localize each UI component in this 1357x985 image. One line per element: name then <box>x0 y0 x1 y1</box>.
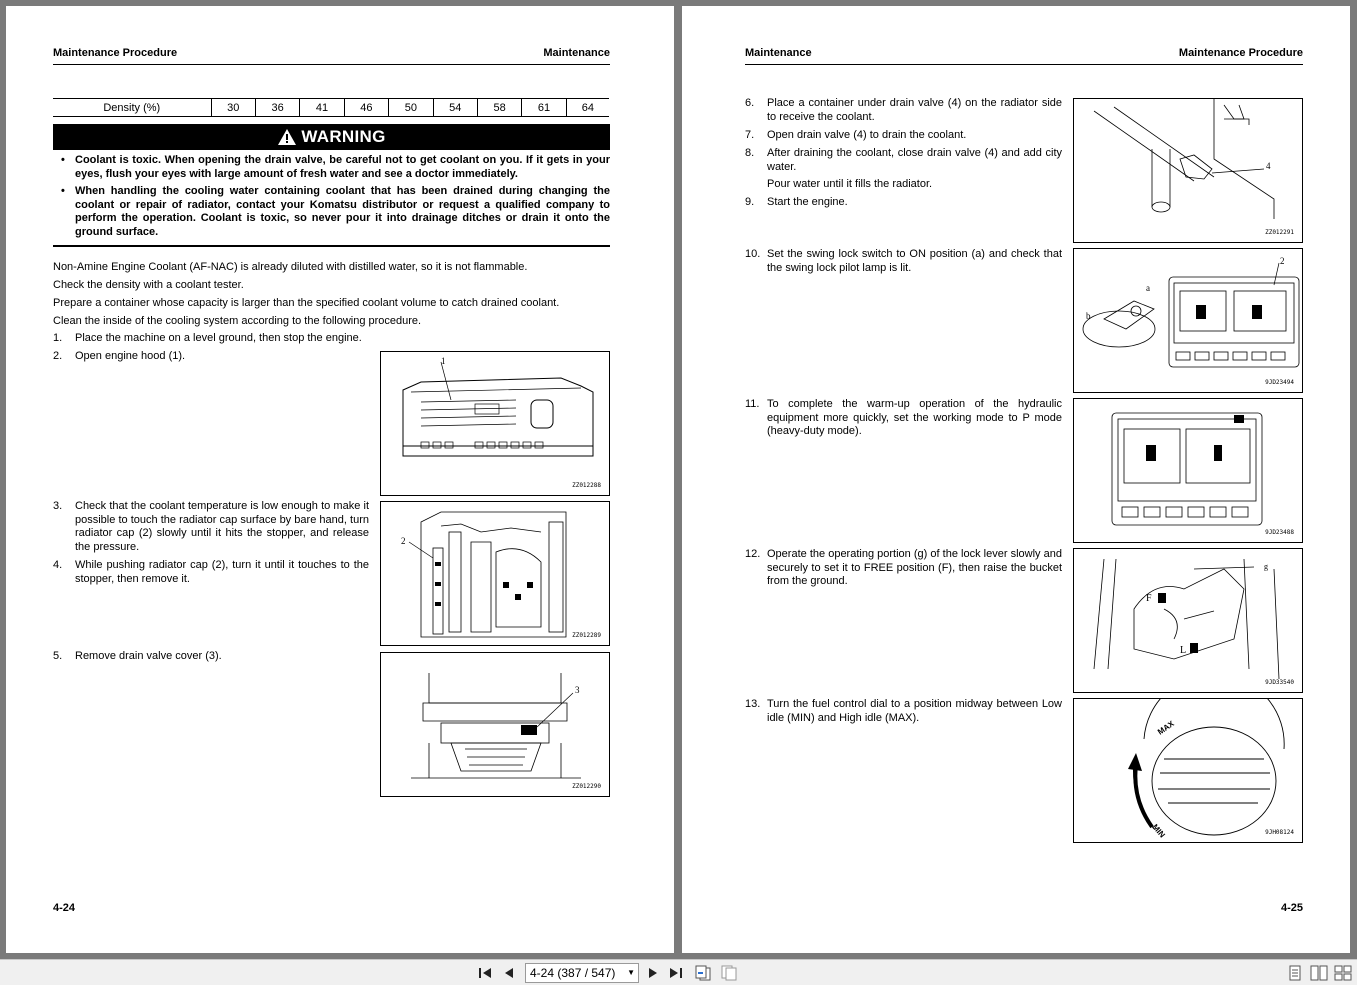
step-item <box>745 97 1062 124</box>
density-value: 41 <box>300 99 344 117</box>
step-number: 7. <box>745 129 755 141</box>
figure-code: ZZ012288 <box>572 482 601 489</box>
page-select-value: 4-24 (387 / 547) <box>530 966 616 980</box>
step-item <box>53 332 373 346</box>
step-number: 4. <box>53 559 63 571</box>
step-number: 8. <box>745 147 755 159</box>
paragraph: Clean the inside of the cooling system according to the following procedure. <box>53 315 422 327</box>
step-item <box>745 196 1062 210</box>
figure-code: 9JD23494 <box>1265 379 1294 386</box>
step-number: 9. <box>745 196 755 208</box>
swing-lock-figure <box>1073 248 1303 393</box>
step-item <box>745 398 1062 439</box>
step-item <box>745 178 1062 192</box>
warning-banner <box>53 124 610 150</box>
back-view-button[interactable] <box>694 964 712 982</box>
page-header-right: Maintenance Procedure <box>1178 47 1303 59</box>
single-page-icon <box>1288 965 1302 981</box>
warning-list <box>53 154 610 244</box>
step-text: Set the swing lock switch to ON position (a) and check that the swing lock pilot lamp is lit. <box>767 248 1062 274</box>
step-text: Operate the operating portion (g) of the lock lever slowly and securely to set it to FREE position (F), then raise the bucket from the ground. <box>767 548 1062 587</box>
step-number: 6. <box>745 97 755 109</box>
drain-valve-drawing <box>1074 99 1303 243</box>
drain-cover-drawing <box>381 653 610 797</box>
page-header-right: Maintenance <box>543 47 610 59</box>
figure-code: ZZ012289 <box>572 632 601 639</box>
step-number: 3. <box>53 500 63 512</box>
step-number: 5. <box>53 650 63 662</box>
first-page-icon <box>477 966 493 980</box>
step-text: Open drain valve (4) to drain the coolant. <box>767 129 967 141</box>
step-text: Place the machine on a level ground, then stop the engine. <box>75 332 362 344</box>
forward-view-icon <box>720 965 738 981</box>
engine-hood-figure <box>380 351 610 496</box>
last-page-icon <box>668 966 684 980</box>
paragraph: Check the density with a coolant tester. <box>53 279 244 291</box>
continuous-pages-icon <box>1334 965 1352 981</box>
warning-title: WARNING <box>301 127 386 146</box>
figure-callout: a <box>1146 283 1150 293</box>
figure-callout: 2 <box>401 536 406 546</box>
figure-code: ZZ012290 <box>572 783 601 790</box>
figure-callout: MAX <box>1155 719 1176 737</box>
step-text: To complete the warm-up operation of the hydraulic equipment more quickly, set the working mode to P mode (heavy-duty mode). <box>767 398 1062 437</box>
radiator-cap-figure <box>380 501 610 646</box>
step-text: While pushing radiator cap (2), turn it until it touches to the stopper, then remove it. <box>75 559 369 585</box>
figure-callout: g <box>1264 562 1268 571</box>
header-rule <box>745 64 1303 65</box>
density-value: 30 <box>211 99 255 117</box>
two-page-view-button[interactable] <box>1310 964 1328 982</box>
last-page-button[interactable] <box>667 964 685 982</box>
step-item <box>745 248 1062 275</box>
right-page <box>682 6 1350 953</box>
page-number: 4-25 <box>1280 902 1303 914</box>
figure-callout: 4 <box>1266 161 1271 171</box>
figure-callout: MIN <box>1150 822 1167 840</box>
figure-code: 9JD23488 <box>1265 529 1294 536</box>
step-item <box>53 500 369 554</box>
step-number: 12. <box>745 548 761 560</box>
step-number: 2. <box>53 350 63 362</box>
page-header-left: Maintenance <box>745 47 812 59</box>
step-text: Start the engine. <box>767 196 848 208</box>
step-text: Open engine hood (1). <box>75 350 186 362</box>
figure-callout: 2 <box>1280 256 1285 266</box>
forward-view-button[interactable] <box>720 964 738 982</box>
step-item <box>745 548 1062 589</box>
viewer-toolbar <box>0 959 1357 985</box>
step-text: Turn the fuel control dial to a position midway between Low idle (MIN) and High idle (MAX). <box>767 698 1062 724</box>
header-rule <box>53 64 610 65</box>
lock-lever-figure <box>1073 548 1303 693</box>
figure-callout: b <box>1086 311 1091 321</box>
figure-code: ZZ012291 <box>1265 229 1294 236</box>
back-view-icon <box>694 965 712 981</box>
step-number: 1. <box>53 332 63 344</box>
step-text: Place a container under drain valve (4) on the radiator side to receive the coolant. <box>767 97 1062 123</box>
working-mode-figure <box>1073 398 1303 543</box>
density-table <box>53 98 609 117</box>
page-select[interactable] <box>525 963 639 983</box>
continuous-view-button[interactable] <box>1334 964 1352 982</box>
density-value: 36 <box>255 99 299 117</box>
fuel-dial-figure <box>1073 698 1303 843</box>
first-page-button[interactable] <box>476 964 494 982</box>
figure-callout: F <box>1146 593 1152 604</box>
step-item <box>53 350 373 364</box>
single-page-view-button[interactable] <box>1286 964 1304 982</box>
drain-valve-cover-figure <box>380 652 610 797</box>
density-value: 50 <box>389 99 433 117</box>
warning-item: • Coolant is toxic. When opening the drain valve, be careful not to get coolant on you. If it gets in your eyes, flush your eyes with large amount of fresh water and see a doctor immediately. <box>53 154 610 181</box>
monitor-drawing <box>1074 399 1303 543</box>
density-value: 54 <box>433 99 477 117</box>
step-text: Check that the coolant temperature is low enough to make it possible to touch the radiator cap surface by bare hand, turn radiator cap (2) slowly until it hits the stopper, and release the pressure. <box>75 500 369 553</box>
figure-callout: L <box>1180 645 1187 656</box>
prev-page-button[interactable] <box>500 964 518 982</box>
lock-lever-drawing <box>1074 549 1303 693</box>
radiator-drawing <box>381 502 610 646</box>
next-page-icon <box>646 966 660 980</box>
figure-callout: 1 <box>441 356 446 366</box>
density-label: Density (%) <box>53 99 211 117</box>
warning-triangle-icon <box>277 128 297 146</box>
step-number: 13. <box>745 698 761 710</box>
step-item <box>53 650 369 664</box>
left-page <box>6 6 674 953</box>
paragraph: Non-Amine Engine Coolant (AF-NAC) is already diluted with distilled water, so it is not flammable. <box>53 261 528 273</box>
step-text: Pour water until it fills the radiator. <box>767 178 933 190</box>
density-value: 46 <box>344 99 388 117</box>
step-item <box>53 559 369 586</box>
next-page-button[interactable] <box>644 964 662 982</box>
paragraph: Prepare a container whose capacity is larger than the specified coolant volume to catch drained coolant. <box>53 297 560 309</box>
step-text: Remove drain valve cover (3). <box>75 650 222 662</box>
warning-item: • When handling the cooling water containing coolant that has been drained during changing the coolant or repair of radiator, contact your Komatsu distributor or request a qualified company to perform the operation. Coolant is toxic, so never pour it into drainage ditches or drain it onto the ground surface. <box>53 185 610 239</box>
figure-code: 9JH08124 <box>1265 829 1294 836</box>
drain-valve-figure <box>1073 98 1303 243</box>
two-page-icon <box>1310 965 1328 981</box>
density-value: 58 <box>477 99 521 117</box>
step-item <box>745 129 1062 143</box>
prev-page-icon <box>502 966 516 980</box>
figure-callout: 3 <box>575 685 580 695</box>
density-value: 61 <box>522 99 566 117</box>
chevron-down-icon: ▼ <box>627 968 635 977</box>
density-value: 64 <box>566 99 609 117</box>
engine-hood-drawing <box>381 352 610 496</box>
fuel-dial-drawing <box>1074 699 1303 843</box>
figure-code: 9JD33540 <box>1265 679 1294 686</box>
step-number: 11. <box>745 398 760 410</box>
page-number: 4-24 <box>53 902 76 914</box>
swing-lock-drawing <box>1074 249 1303 393</box>
step-number: 10. <box>745 248 761 260</box>
step-item <box>745 147 1062 174</box>
warning-rule <box>53 245 610 247</box>
step-text: After draining the coolant, close drain valve (4) and add city water. <box>767 147 1062 173</box>
page-header-left: Maintenance Procedure <box>53 47 178 59</box>
step-item <box>745 698 1062 725</box>
